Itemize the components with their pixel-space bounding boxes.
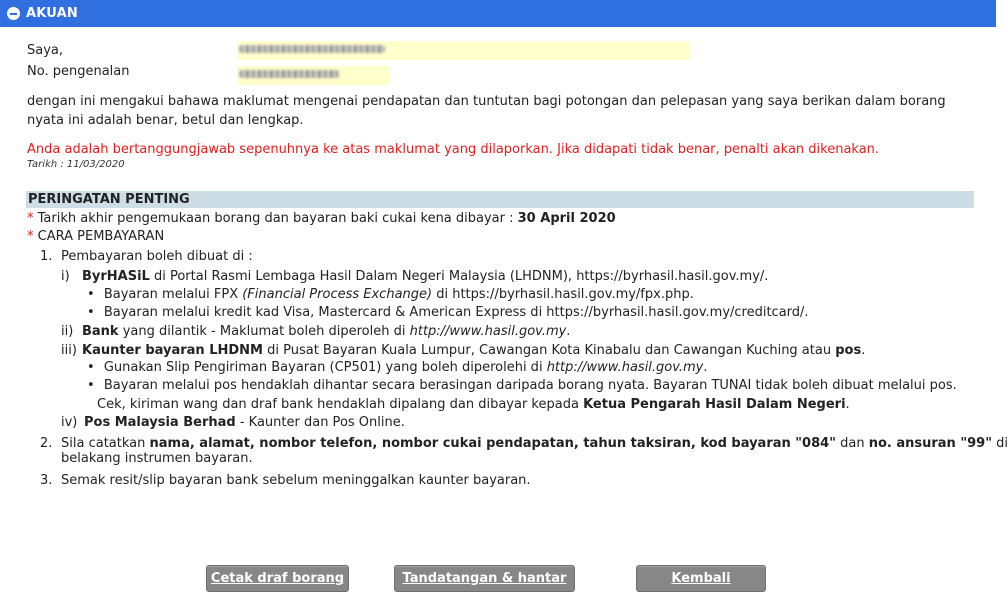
back-button[interactable]: Kembali [636, 565, 766, 592]
item1-iii-bullet-slip [87, 360, 708, 375]
bank-desc: yang dilantik - Maklumat boleh diperoleh di [118, 324, 410, 339]
item3-text: Semak resit/slip bayaran bank sebelum meninggalkan kaunter bayaran. [61, 473, 531, 488]
item1-iii-cheque [97, 397, 850, 412]
posmalaysia-desc: - Kaunter dan Pos Online. [235, 415, 405, 430]
item2-mid: dan [835, 436, 869, 451]
collapse-icon[interactable] [7, 7, 20, 20]
item1-text: Pembayaran boleh dibuat di : [61, 249, 253, 264]
item2-post: di [991, 436, 1008, 451]
cheque-pre: Cek, kiriman wang dan draf bank hendaklah dipalang dan dibayar kepada [97, 397, 584, 412]
bank-link: http://www.hasil.gov.my [409, 324, 567, 339]
id-value-redacted [237, 66, 389, 85]
notice-title: PERINGATAN PENTING [28, 192, 190, 207]
item1-ii-number: ii) [61, 324, 74, 339]
section-title: AKUAN [26, 6, 79, 21]
deadline-date: 30 April 2020 [517, 211, 616, 226]
fpx-italic: (Financial Process Exchange) [242, 287, 433, 302]
counter-bold: Kaunter bayaran LHDNM [82, 343, 263, 358]
id-label: No. pengenalan [27, 64, 130, 79]
card-text: Bayaran melalui kredit kad Visa, Mastercard & American Express di https://byrhasil.hasil.gov.my/creditcard/. [103, 305, 809, 320]
name-label: Saya, [27, 43, 64, 58]
item2-number: 2. [40, 436, 53, 451]
item2-text [61, 436, 1008, 451]
item1-iii-text [82, 343, 865, 358]
item2-line2: belakang instrumen bayaran. [61, 451, 253, 466]
declaration-statement: dengan ini mengakui bahawa maklumat mengenai pendapatan dan tuntutan bagi potongan dan pelepasan yang saya berikan dalam borang nyata ini adalah benar, betul dan lengkap. [27, 94, 946, 128]
slip-end: . [703, 360, 708, 375]
posmalaysia-bold: Pos Malaysia Berhad [84, 415, 236, 430]
name-value-redacted [237, 41, 690, 60]
print-draft-button[interactable]: Cetak draf borang [206, 565, 349, 592]
item2-pre: Sila catatkan [61, 436, 150, 451]
deadline-line [27, 211, 616, 226]
deadline-text: Tarikh akhir pengemukaan borang dan bayaran baki cukai kena dibayar : [37, 211, 514, 226]
byrhasil-desc: di Portal Rasmi Lembaga Hasil Dalam Negeri Malaysia (LHDNM), https://byrhasil.hasil.gov.my/. [149, 269, 769, 284]
item1-iv-number: iv) [61, 415, 78, 430]
required-star-icon: * [27, 229, 34, 244]
counter-end: . [861, 343, 866, 358]
warning-text: Anda adalah bertanggungjawab sepenuhnya ke atas maklumat yang dilaporkan. Jika didapati tidak benar, penalti akan dikenakan. [27, 142, 880, 157]
declaration-date: Tarikh : 11/03/2020 [27, 159, 125, 170]
section-header [0, 0, 996, 27]
counter-desc: di Pusat Bayaran Kuala Lumpur, Cawangan Kota Kinabalu dan Cawangan Kuching atau [262, 343, 836, 358]
item1-number: 1. [40, 249, 53, 264]
fpx-pre: Bayaran melalui FPX [103, 287, 243, 302]
item1-iii-number: iii) [61, 343, 77, 358]
item1-i-text [82, 269, 768, 284]
byrhasil-bold: ByrHASiL [82, 269, 150, 284]
item1-i-bullet-fpx [87, 287, 694, 302]
sign-submit-button[interactable]: Tandatangan & hantar [394, 565, 575, 592]
payment-title: CARA PEMBAYARAN [37, 229, 165, 244]
cheque-end: . [845, 397, 850, 412]
slip-pre: Gunakan Slip Pengiriman Bayaran (CP501) yang boleh diperolehi di [103, 360, 547, 375]
slip-link: http://www.hasil.gov.my [546, 360, 704, 375]
item1-i-bullet-card [87, 305, 809, 320]
item3-number: 3. [40, 473, 53, 488]
item1-ii-text [82, 324, 570, 339]
notice-title-bar [26, 191, 974, 208]
pos-bold: pos [835, 343, 862, 358]
item1-iv-text [84, 415, 405, 430]
cheque-bold: Ketua Pengarah Hasil Dalam Negeri [583, 397, 846, 412]
item1-i-number: i) [61, 269, 70, 284]
fpx-post: di https://byrhasil.hasil.gov.my/fpx.php. [432, 287, 694, 302]
item2-bold2: no. ansuran "99" [868, 436, 992, 451]
bank-bold: Bank [82, 324, 119, 339]
item1-iii-bullet-post [87, 378, 957, 393]
bank-end: . [566, 324, 571, 339]
item2-bold: nama, alamat, nombor telefon, nombor cukai pendapatan, tahun taksiran, kod bayaran "084" [149, 436, 836, 451]
payment-method-line [27, 229, 164, 244]
post-text: Bayaran melalui pos hendaklah dihantar secara berasingan daripada borang nyata. Bayaran TUNAI tidak boleh dibuat melalui pos. [103, 378, 957, 393]
required-star-icon: * [27, 211, 34, 226]
